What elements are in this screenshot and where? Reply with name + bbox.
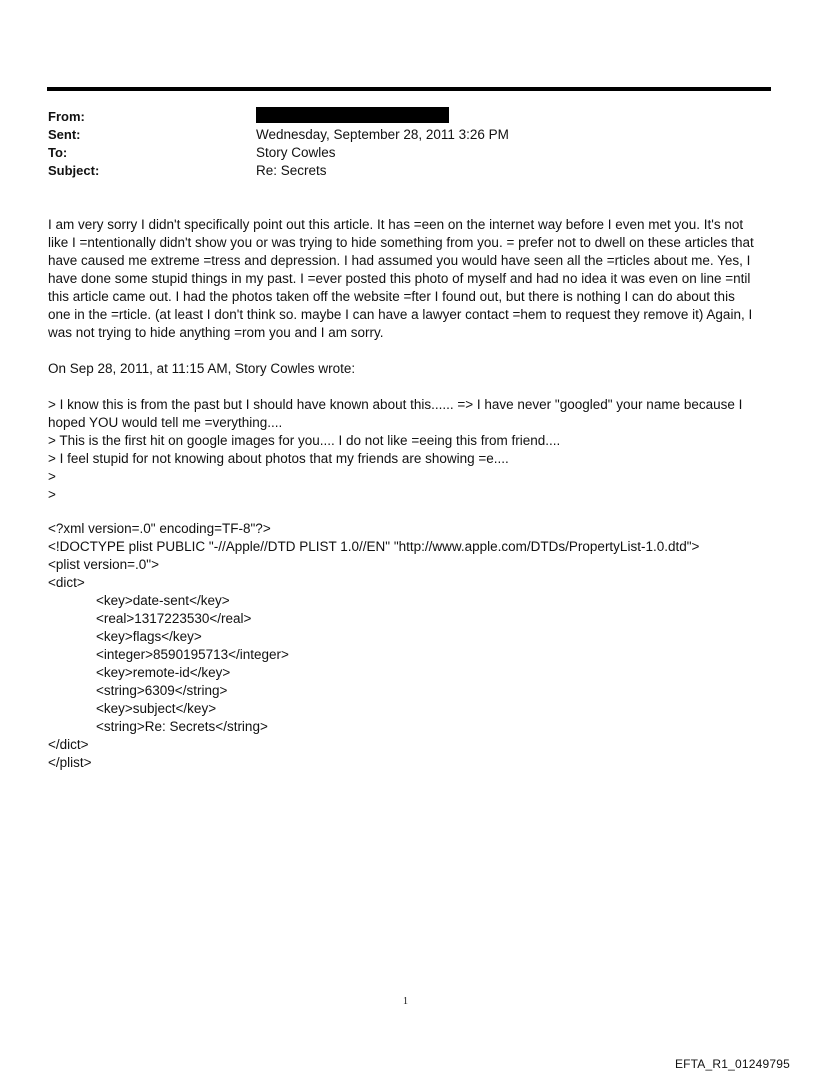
xml-indented-line: <string>Re: Secrets</string> <box>96 719 268 734</box>
plist-block <box>48 520 778 772</box>
page-number: 1 <box>403 996 408 1007</box>
xml-indented-line: <key>date-sent</key> <box>96 593 230 608</box>
xml-line: <plist version=.0"> <box>48 557 159 572</box>
message-paragraph <box>48 216 778 342</box>
subject-value: Re: Secrets <box>256 163 327 178</box>
xml-indented-line: <real>1317223530</real> <box>96 611 252 626</box>
paragraph-line: like I =ntentionally didn't show you or was trying to hide something from you. = prefer not to dwell on these articles that <box>48 235 754 250</box>
xml-indented-line: <string>6309</string> <box>96 683 228 698</box>
quoted-line: hoped YOU would tell me =verything.... <box>48 415 283 430</box>
subject-label: Subject: <box>48 163 100 178</box>
quoted-line: > I know this is from the past but I should have known about this...... => I have never "googled" your name because I <box>48 397 743 412</box>
quoted-line: > This is the first hit on google images for you.... I do not like =eeing this from friend.... <box>48 433 561 448</box>
quoted-line: > <box>48 487 56 502</box>
paragraph-line: have done some stupid things in my past. I =ever posted this photo of myself and had no idea it was even on line =ntil <box>48 271 751 286</box>
paragraph-line: have caused me extreme =tress and depression. I had assumed you would have seen all the =rticles about me. Yes, I <box>48 253 751 268</box>
quoted-line: > I feel stupid for not knowing about photos that my friends are showing =e.... <box>48 451 509 466</box>
xml-line: <?xml version=.0" encoding=TF-8"?> <box>48 521 271 536</box>
bates-number: EFTA_R1_01249795 <box>674 1057 790 1071</box>
paragraph-line: was not trying to hide anything =rom you and I am sorry. <box>48 325 384 340</box>
paragraph-line: one in the =rticle. (at least I don't think so. maybe I can have a lawyer contact =hem to request they remove it) Again, I <box>48 307 753 322</box>
xml-line: <!DOCTYPE plist PUBLIC "-//Apple//DTD PLIST 1.0//EN" "http://www.apple.com/DTDs/PropertyList-1.0.dtd"> <box>48 539 700 554</box>
paragraph-line: I am very sorry I didn't specifically point out this article. It has =een on the internet way before I even met you. It's not <box>48 217 744 232</box>
quoted-message <box>48 396 778 504</box>
xml-line: </dict> <box>48 737 89 752</box>
reply-intro-line: On Sep 28, 2011, at 11:15 AM, Story Cowles wrote: <box>48 361 356 376</box>
paragraph-line: this article came out. I had the photos taken off the website =fter I found out, but there is nothing I can do about this <box>48 289 735 304</box>
redacted-sender <box>256 107 449 123</box>
to-value: Story Cowles <box>256 145 336 160</box>
xml-indented-line: <key>remote-id</key> <box>96 665 231 680</box>
sent-label: Sent: <box>48 127 81 142</box>
reply-intro <box>48 360 778 378</box>
sent-value: Wednesday, September 28, 2011 3:26 PM <box>256 127 509 142</box>
from-label: From: <box>48 109 85 124</box>
to-label: To: <box>48 145 68 160</box>
xml-indented-line: <key>flags</key> <box>96 629 202 644</box>
xml-indented-line: <integer>8590195713</integer> <box>96 647 289 662</box>
xml-line: </plist> <box>48 755 92 770</box>
xml-indented-line: <key>subject</key> <box>96 701 217 716</box>
header-rule <box>47 87 771 91</box>
xml-line: <dict> <box>48 575 85 590</box>
quoted-line: > <box>48 469 56 484</box>
